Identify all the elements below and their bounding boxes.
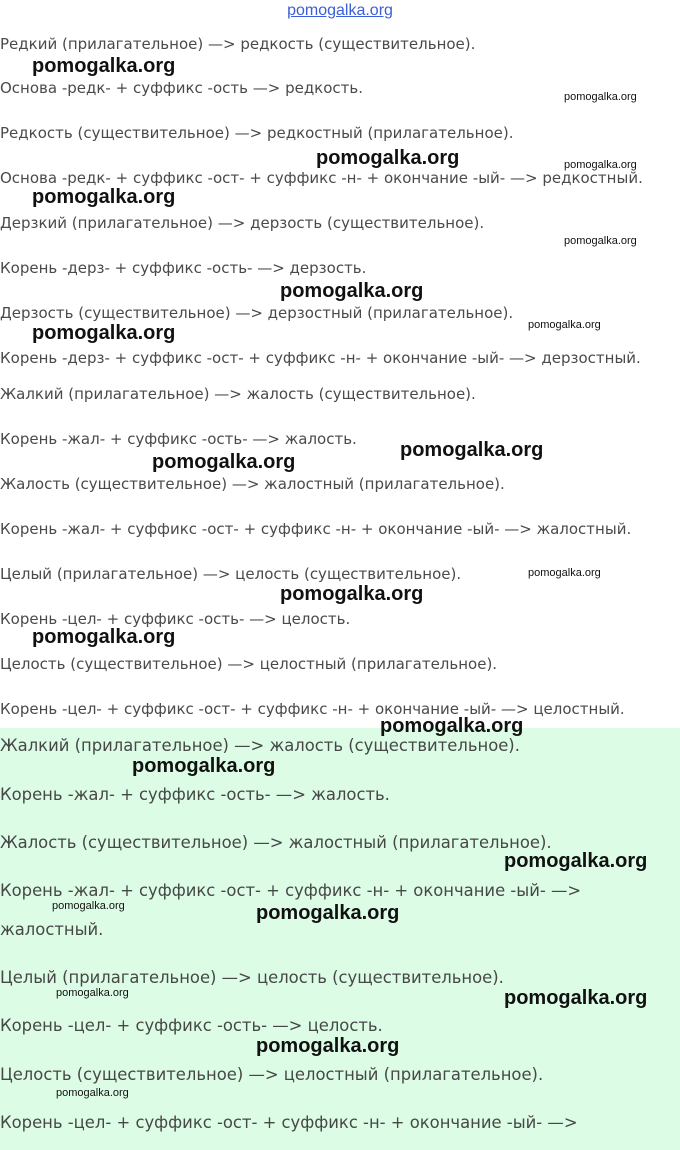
watermark: pomogalka.org — [280, 583, 424, 605]
text-line: Целость (существительное) —> целостный (прилагательное). — [0, 655, 498, 673]
watermark: pomogalka.org — [316, 147, 460, 169]
watermark: pomogalka.org — [380, 715, 524, 737]
watermark: pomogalka.org — [504, 987, 648, 1009]
watermark: pomogalka.org — [256, 902, 400, 924]
text-line: Жалость (существительное) —> жалостный (прилагательное). — [0, 475, 505, 493]
text-line: Корень -цел- + суффикс -ост- + суффикс -н- + окончание -ый- —> целостный. — [0, 700, 625, 718]
site-link[interactable]: pomogalka.org — [287, 2, 393, 19]
watermark: pomogalka.org — [504, 850, 648, 872]
text-line: Корень -жал- + суффикс -ость- —> жалость. — [0, 785, 390, 804]
text-line: Корень -дерз- + суффикс -ост- + суффикс -н- + окончание -ый- —> дерзостный. — [0, 349, 641, 367]
watermark: pomogalka.org — [256, 1035, 400, 1057]
watermark: pomogalka.org — [32, 322, 176, 344]
text-line: Корень -цел- + суффикс -ость- —> целость. — [0, 610, 351, 628]
text-line: Корень -жал- + суффикс -ость- —> жалость. — [0, 430, 357, 448]
watermark: pomogalka.org — [32, 186, 176, 208]
watermark: pomogalka.org — [32, 55, 176, 77]
watermark: pomogalka.org — [56, 1087, 129, 1099]
text-line: Целость (существительное) —> целостный (прилагательное). — [0, 1065, 544, 1084]
text-line: Дерзость (существительное) —> дерзостный (прилагательное). — [0, 304, 514, 322]
watermark: pomogalka.org — [32, 626, 176, 648]
text-line: Корень -дерз- + суффикс -ость- —> дерзость. — [0, 259, 367, 277]
watermark: pomogalka.org — [564, 235, 637, 247]
site-header[interactable] — [0, 0, 680, 22]
text-line: Жалкий (прилагательное) —> жалость (существительное). — [0, 385, 476, 403]
text-line: Корень -цел- + суффикс -ост- + суффикс -н- + окончание -ый- —> — [0, 1113, 578, 1132]
watermark: pomogalka.org — [280, 280, 424, 302]
text-line: Основа -редк- + суффикс -ость —> редкость. — [0, 79, 364, 97]
watermark: pomogalka.org — [564, 91, 637, 103]
watermark: pomogalka.org — [528, 319, 601, 331]
text-line: Корень -жал- + суффикс -ост- + суффикс -н- + окончание -ый- —> жалостный. — [0, 520, 632, 538]
watermark: pomogalka.org — [564, 159, 637, 171]
watermark: pomogalka.org — [400, 439, 544, 461]
text-line: Целый (прилагательное) —> целость (существительное). — [0, 968, 504, 987]
watermark: pomogalka.org — [56, 987, 129, 999]
text-line: Редкость (существительное) —> редкостный (прилагательное). — [0, 124, 514, 142]
watermark: pomogalka.org — [52, 900, 125, 912]
watermark: pomogalka.org — [152, 451, 296, 473]
text-line: Корень -жал- + суффикс -ост- + суффикс -н- + окончание -ый- —> — [0, 881, 582, 900]
text-line: Корень -цел- + суффикс -ость- —> целость. — [0, 1016, 383, 1035]
text-line: Целый (прилагательное) —> целость (существительное). — [0, 565, 462, 583]
watermark: pomogalka.org — [528, 567, 601, 579]
watermark: pomogalka.org — [132, 755, 276, 777]
text-line: Редкий (прилагательное) —> редкость (существительное). — [0, 35, 476, 53]
text-line: Жалкий (прилагательное) —> жалость (существительное). — [0, 736, 520, 755]
text-line: Жалость (существительное) —> жалостный (прилагательное). — [0, 833, 552, 852]
text-line: Основа -редк- + суффикс -ост- + суффикс -н- + окончание -ый- —> редкостный. — [0, 169, 643, 187]
text-line: Дерзкий (прилагательное) —> дерзость (существительное). — [0, 214, 485, 232]
text-line: жалостный. — [0, 920, 104, 939]
